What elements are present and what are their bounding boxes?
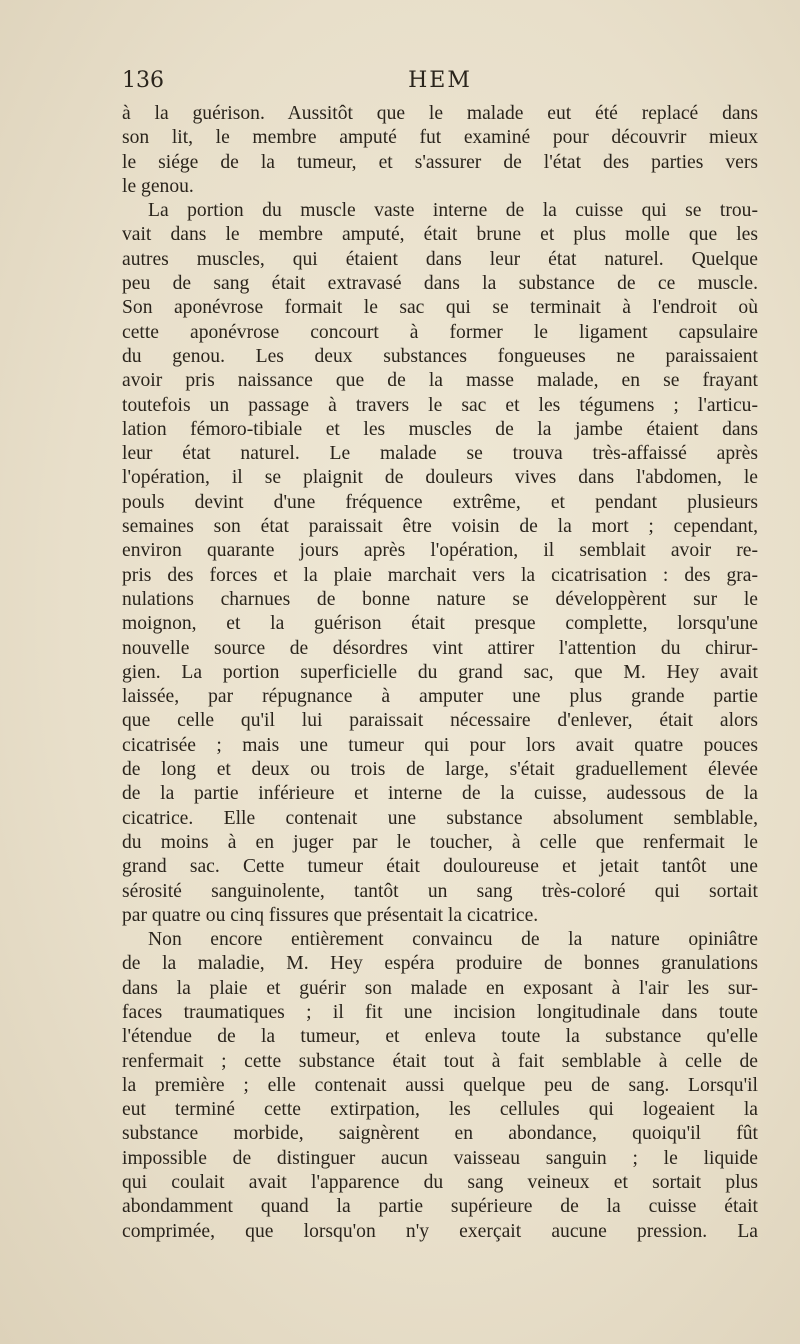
text-line: environ quarante jours après l'opération, il semblait avoir re- xyxy=(122,540,758,562)
text-line: cicatrice. Elle contenait une substance absolument semblable, xyxy=(122,807,758,829)
running-head: HEM xyxy=(408,68,472,93)
text-line: Son aponévrose formait le sac qui se terminait à l'endroit où xyxy=(122,297,758,319)
text-line: la première ; elle contenait aussi quelque peu de sang. Lorsqu'il xyxy=(122,1074,758,1096)
text-line: sérosité sanguinolente, tantôt un sang très-coloré qui sortait xyxy=(122,880,758,902)
text-line: de la maladie, M. Hey espéra produire de bonnes granulations xyxy=(122,953,758,975)
text-line: par quatre ou cinq fissures que présentait la cicatrice. xyxy=(122,904,539,926)
text-line: vait dans le membre amputé, était brune et plus molle que les xyxy=(122,224,758,246)
page-number: 136 xyxy=(122,68,164,93)
text-line: qui coulait avait l'apparence du sang veineux et sortait plus xyxy=(122,1172,758,1194)
text-line: pris des forces et la plaie marchait vers la cicatrisation : des gra- xyxy=(122,564,758,586)
text-line: de long et deux ou trois de large, s'était graduellement élevée xyxy=(122,759,758,781)
text-line: avoir pris naissance que de la masse malade, en se frayant xyxy=(122,370,758,392)
text-line: comprimée, que lorsqu'on n'y exerçait aucune pression. La xyxy=(122,1220,758,1242)
text-line: autres muscles, qui étaient dans leur état naturel. Quelque xyxy=(122,248,758,270)
text-line: leur état naturel. Le malade se trouva très-affaissé après xyxy=(122,443,758,465)
text-line: eut terminé cette extirpation, les cellules qui logeaient la xyxy=(122,1099,758,1121)
text-line: à la guérison. Aussitôt que le malade eut été replacé dans xyxy=(122,103,758,124)
text-line: dans la plaie et guérir son malade en exposant à l'air les sur- xyxy=(122,977,758,999)
text-line: cette aponévrose concourt à former le ligament capsulaire xyxy=(122,321,758,343)
text-line: semaines son état paraissait être voisin de la mort ; cependant, xyxy=(122,516,758,538)
text-line: du genou. Les deux substances fongueuses ne paraissaient xyxy=(122,345,758,367)
text-line: que celle qu'il lui paraissait nécessaire d'enlever, était alors xyxy=(122,710,758,732)
text-line: La portion du muscle vaste interne de la cuisse qui se trou- xyxy=(148,200,758,222)
text-line: faces traumatiques ; il fit une incision longitudinale dans toute xyxy=(122,1001,758,1023)
text-line: lation fémoro-tibiale et les muscles de la jambe étaient dans xyxy=(122,418,758,440)
text-line: le genou. xyxy=(122,175,194,197)
text-line: toutefois un passage à travers le sac et les tégumens ; l'articu- xyxy=(122,394,758,416)
text-line: grand sac. Cette tumeur était douloureuse et jetait tantôt une xyxy=(122,856,758,878)
text-line: pouls devint d'une fréquence extrême, et pendant plusieurs xyxy=(122,491,758,513)
text-line: nouvelle source de désordres vint attirer l'attention du chirur- xyxy=(122,637,758,659)
page-header xyxy=(122,66,758,96)
text-line: le siége de la tumeur, et s'assurer de l'état des parties vers xyxy=(122,151,758,173)
text-line: laissée, par répugnance à amputer une plus grande partie xyxy=(122,686,758,708)
text-line: renfermait ; cette substance était tout à fait semblable à celle de xyxy=(122,1050,758,1072)
text-line: du moins à en juger par le toucher, à celle que renfermait le xyxy=(122,831,758,853)
body-text xyxy=(122,102,758,1244)
text-line: moignon, et la guérison était presque complette, lorsqu'une xyxy=(122,613,758,635)
text-line: nulations charnues de bonne nature se développèrent sur le xyxy=(122,588,758,610)
text-line: Non encore entièrement convaincu de la nature opiniâtre xyxy=(148,929,758,951)
text-line: substance morbide, saignèrent en abondance, quoiqu'il fût xyxy=(122,1123,758,1145)
text-line: l'étendue de la tumeur, et enleva toute la substance qu'elle xyxy=(122,1026,758,1048)
text-line: abondamment quand la partie supérieure de la cuisse était xyxy=(122,1196,758,1218)
text-line: son lit, le membre amputé fut examiné pour découvrir mieux xyxy=(122,127,758,149)
text-line: gien. La portion superficielle du grand sac, que M. Hey avait xyxy=(122,661,758,683)
text-line: peu de sang était extravasé dans la substance de ce muscle. xyxy=(122,273,758,295)
text-line: cicatrisée ; mais une tumeur qui pour lors avait quatre pouces xyxy=(122,734,758,756)
text-line: de la partie inférieure et interne de la cuisse, audessous de la xyxy=(122,783,758,805)
text-line: l'opération, il se plaignit de douleurs vives dans l'abdomen, le xyxy=(122,467,758,489)
text-line: impossible de distinguer aucun vaisseau sanguin ; le liquide xyxy=(122,1147,758,1169)
